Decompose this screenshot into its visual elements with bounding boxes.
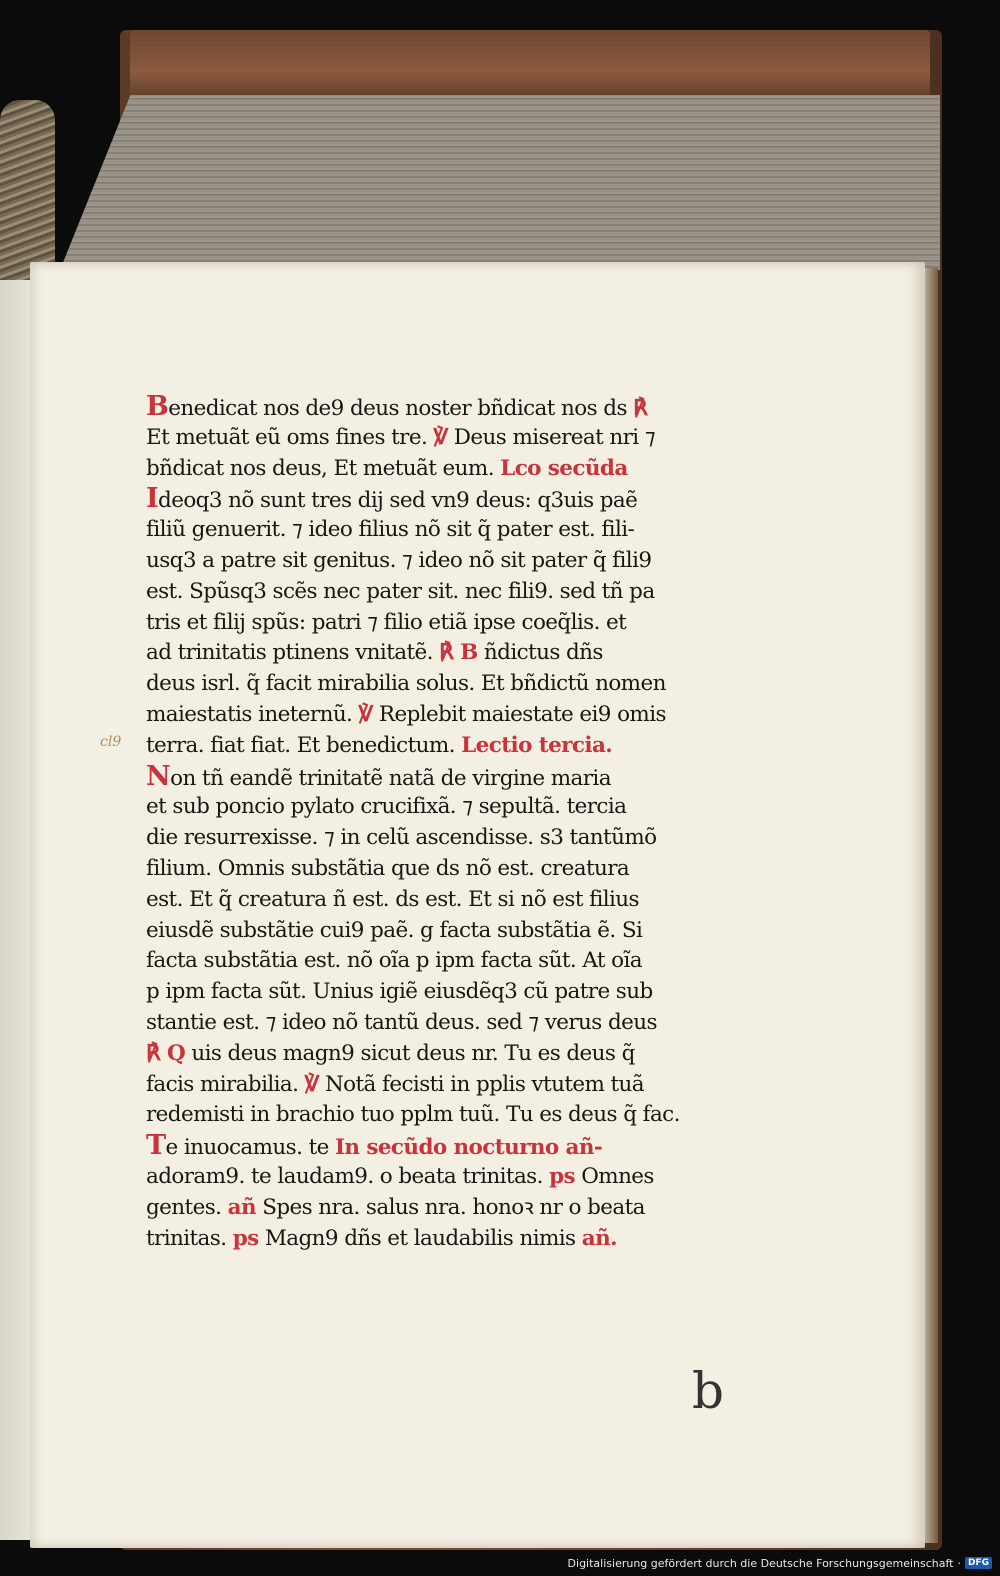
line-text: trinitas.	[146, 1225, 227, 1251]
page-block-edges	[60, 95, 940, 270]
line-text: Deus misereat nri ⁊	[453, 424, 655, 450]
rubric: ℟	[633, 396, 648, 421]
page-text-block	[146, 392, 706, 1254]
rubric: Lco secũda	[500, 455, 628, 481]
line-text: bñdicat nos deus, Et metuãt eum.	[146, 455, 494, 481]
line-text: ad trinitatis ptinens vnitatẽ.	[146, 640, 433, 666]
line-text: uis deus magn9 sicut deus nr. Tu es deus q̃	[191, 1040, 635, 1066]
rubric: añ.	[581, 1225, 617, 1251]
text-line	[146, 1008, 706, 1039]
line-text: on tñ eandẽ trinitatẽ natã de virgine maria	[170, 765, 611, 791]
text-line	[146, 823, 706, 854]
line-text: Replebit maiestate ei9 omis	[378, 701, 666, 727]
rubric: ℟ B	[439, 640, 478, 666]
text-line	[146, 454, 706, 485]
text-line	[146, 1100, 706, 1131]
line-text: Spes nra. salus nra. honoꝛ nr o beata	[262, 1194, 645, 1220]
line-text: et sub poncio pylato crucifixã. ⁊ sepultã. tercia	[146, 794, 627, 820]
line-text: facis mirabilia.	[146, 1071, 299, 1097]
initial-letter: B	[146, 392, 169, 422]
rubric: ℣	[358, 701, 373, 727]
text-line	[146, 423, 706, 454]
line-text: redemisti in brachio tuo pplm tuũ. Tu es deus q̃ fac.	[146, 1102, 680, 1128]
line-text: terra. fiat fiat. Et benedictum.	[146, 732, 455, 758]
rubric: ps	[549, 1163, 576, 1189]
text-line	[146, 762, 706, 793]
text-line	[146, 577, 706, 608]
line-text: p ipm facta sũt. Unius igiẽ eiusdẽq3 cũ patre sub	[146, 979, 653, 1005]
text-line	[146, 916, 706, 947]
rubric: ℟ Q	[146, 1040, 186, 1066]
dfg-logo-icon: DFG	[965, 1557, 992, 1569]
line-text: Magn9 dñs et laudabilis nimis	[264, 1225, 576, 1251]
text-line	[146, 1224, 706, 1255]
text-line	[146, 792, 706, 823]
rubric: ps	[232, 1225, 259, 1251]
rubric: ℣	[433, 424, 448, 450]
line-text: eiusdẽ substãtie cui9 paẽ. g facta substãtia ẽ. Si	[146, 917, 643, 943]
signature-mark: b	[692, 1362, 725, 1420]
text-line	[146, 1193, 706, 1224]
line-text: Notã fecisti in pplis vtutem tuã	[324, 1071, 645, 1097]
text-line	[146, 515, 706, 546]
text-line	[146, 731, 706, 762]
line-text: enedicat nos de9 deus noster bñdicat nos ds	[168, 396, 627, 421]
text-line	[146, 1070, 706, 1101]
text-line	[146, 946, 706, 977]
line-text: adoram9. te laudam9. o beata trinitas.	[146, 1163, 543, 1189]
initial-letter: T	[146, 1131, 166, 1162]
text-line	[146, 608, 706, 639]
line-text: filiũ genuerit. ⁊ ideo filius nõ sit q̃ pater est. fili-	[146, 517, 635, 543]
line-text: tris et filij spũs: patri ⁊ filio etiã ipse coeq̃lis. et	[146, 609, 627, 635]
line-text: est. Spũsq3 scẽs nec pater sit. nec fili9. sed tñ pa	[146, 578, 655, 604]
line-text: gentes.	[146, 1194, 222, 1220]
initial-letter: I	[146, 484, 159, 515]
rubric: In secũdo nocturno añ-	[334, 1135, 603, 1161]
text-line	[146, 977, 706, 1008]
text-line	[146, 1039, 706, 1070]
line-text: deoq3 nõ sunt tres dij sed vn9 deus: q3uis paẽ	[158, 488, 638, 514]
text-line	[146, 700, 706, 731]
line-text: est. Et q̃ creatura ñ est. ds est. Et si nõ est filius	[146, 886, 639, 912]
line-text: deus isrl. q̃ facit mirabilia solus. Et bñdictũ nomen	[146, 671, 666, 697]
text-line	[146, 669, 706, 700]
text-line	[146, 484, 706, 515]
cover-top-edge	[130, 30, 930, 100]
line-text: stantie est. ⁊ ideo nõ tantũ deus. sed ⁊ verus deus	[146, 1009, 657, 1035]
rubric: ℣	[304, 1071, 319, 1097]
text-line	[146, 546, 706, 577]
footer-credit: Digitalisierung gefördert durch die Deutsche Forschungsgemeinschaft · DFG	[568, 1554, 992, 1572]
line-text: Et metuãt eũ oms fines tre.	[146, 424, 428, 450]
line-text: facta substãtia est. nõ oĩa p ipm facta sũt. At oĩa	[146, 948, 642, 974]
line-text: ñdictus dñs	[483, 640, 603, 666]
text-line	[146, 1162, 706, 1193]
initial-letter: N	[146, 761, 171, 792]
line-text: die resurrexisse. ⁊ in celũ ascendisse. s3 tantũmõ	[146, 825, 657, 851]
text-line	[146, 1131, 706, 1162]
text-line	[146, 392, 706, 423]
line-text: filium. Omnis substãtia que ds nõ est. creatura	[146, 855, 630, 881]
line-text: e inuocamus. te	[165, 1135, 329, 1161]
margin-note: cl9	[100, 734, 122, 750]
line-text: maiestatis ineternũ.	[146, 701, 353, 727]
text-line	[146, 638, 706, 669]
footer-credit-text: Digitalisierung gefördert durch die Deutsche Forschungsgemeinschaft	[567, 1556, 954, 1570]
text-line	[146, 854, 706, 885]
line-text: Omnes	[581, 1163, 654, 1189]
line-text: usq3 a patre sit genitus. ⁊ ideo nõ sit pater q̃ fili9	[146, 547, 652, 573]
text-line	[146, 885, 706, 916]
rubric: Lectio tercia.	[461, 732, 613, 758]
rubric: añ	[227, 1194, 256, 1220]
